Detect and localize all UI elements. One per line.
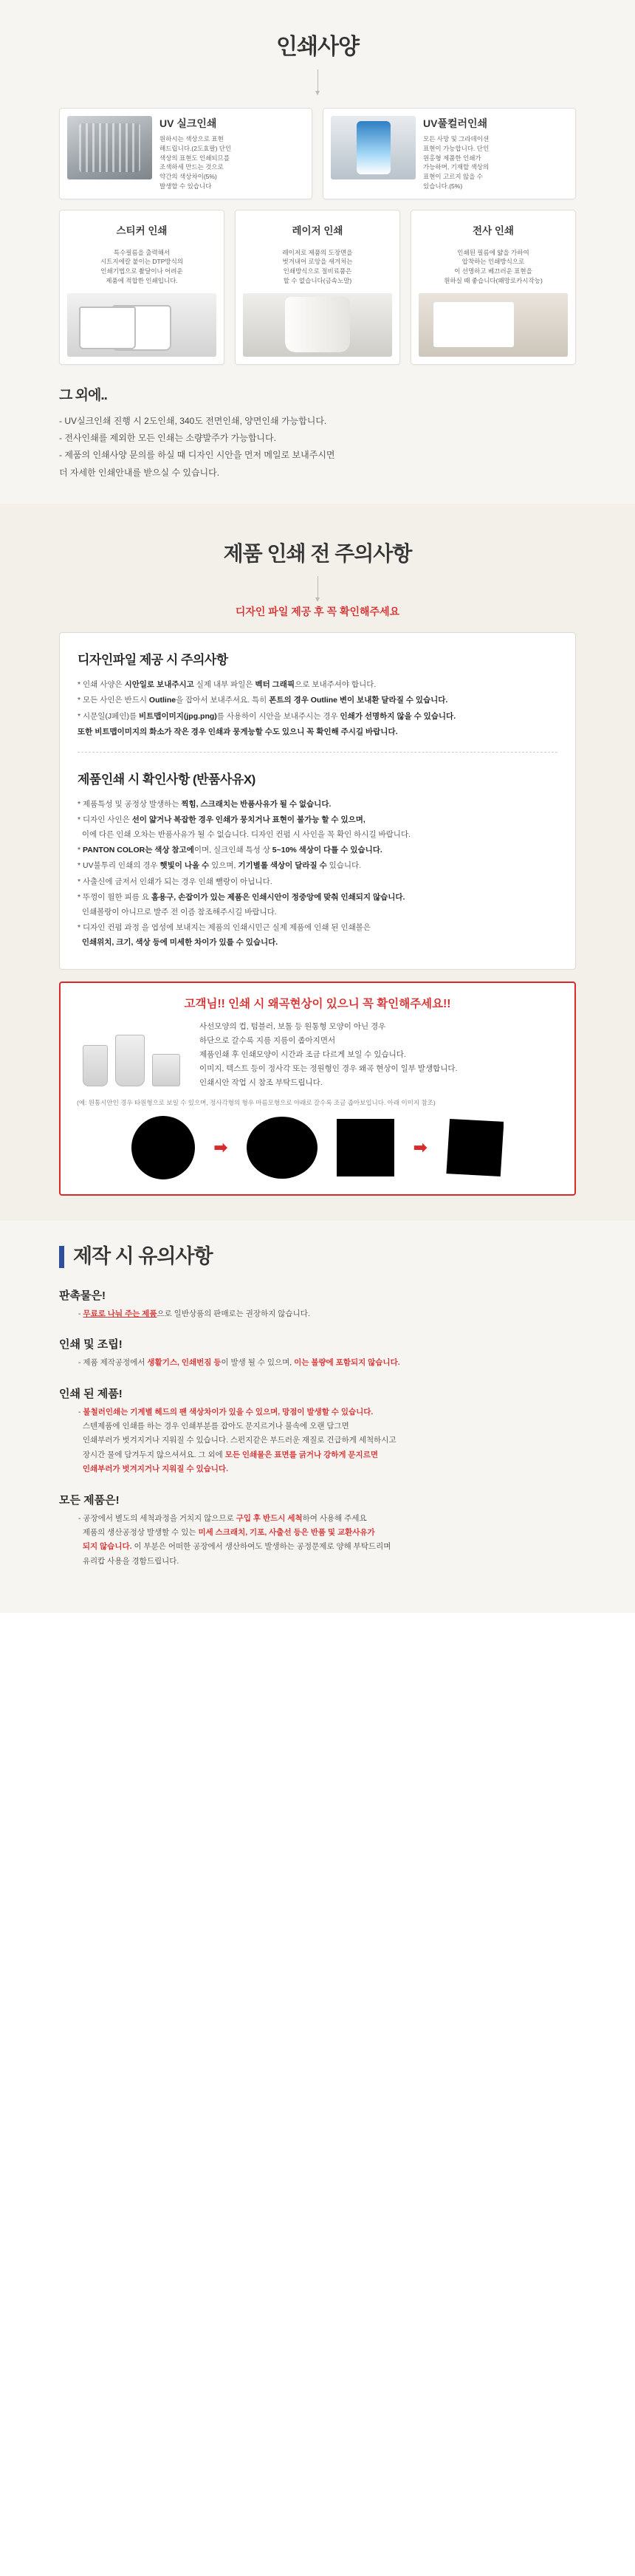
cup-shapes-illustration: [77, 1020, 188, 1091]
arrow-right-icon: ➡: [213, 1137, 227, 1157]
laser-thumbnail: [243, 293, 392, 357]
block-body: - 불철러인쇄는 기계별 헤드의 팬 색상차이가 있을 수 있으며, 망점이 발생할 수 있습니다. 스텐제품에 인쇄를 하는 경우 인쇄부분를 잡아도 문지르거나 불속에 오랜 담그면 인쇄부러가 벗겨지거나 지워질 수 있습니다. 스펀지같은 부드러운 재질로 건급하게 세척하시고 장시간 물에 담겨두지 않으셔셔요. 그 외에 모든 인쇄물은 표면를 긁거나 강하게 문지르면 인쇄부러가 벗겨지거나 지워질 수 있습니다.: [78, 1407, 397, 1474]
card-title: UV 실크인쇄: [159, 117, 217, 129]
spec-cards: [59, 108, 576, 365]
etc-block: [59, 384, 576, 482]
notice-item: * PANTON COLOR는 색상 참고에이며, 실크인쇄 특성 상 5~10% 색상이 다틀 수 있습니다.: [78, 846, 382, 855]
notice-item: * 디자인 사인은 선이 얇거나 복잡한 경우 인쇄가 뭉치거나 표현이 불가능 할 수 있으며, 이에 다른 인쇄 오차는 반품사유가 될 수 없습니다. 디자인 컨펌 시 사인을 꼭 확인 하시길 바랍니다.: [78, 815, 411, 839]
spec-row-1: [59, 108, 576, 199]
notice-item: 또한 비트맵이미지의 화소가 작은 경우 인쇄과 뭉게능할 수도 있으니 꼭 확인해 주시길 바랍니다.: [78, 727, 398, 737]
card-laser-print[interactable]: [235, 210, 400, 365]
distorted-square-shape: [446, 1119, 504, 1176]
warning-line: 인쇄시안 작업 시 참조 부탁드립니다.: [199, 1078, 323, 1087]
card-description: 모든 사망 및 그라데이션 표현이 가능합니다. 단인 원홍형 제품한 인쇄가 가능하며, 기재할 색상의 표현이 고르지 않을 수 있습니다.(5%): [423, 135, 490, 190]
block-heading: 인쇄 및 조립!: [59, 1338, 123, 1352]
ellipse-shape: [247, 1117, 318, 1179]
uv-silk-thumbnail: [67, 116, 152, 179]
notice-item: * 제품특성 및 공정상 발생하는 찍힘, 스크래치는 반품사유가 될 수 없습니다.: [78, 799, 332, 809]
section-production-notes: [0, 1221, 635, 1613]
block-heading: 인쇄 된 제품!: [59, 1387, 123, 1400]
block-all-products: [59, 1492, 576, 1569]
block-body: - 무료로 나눠 주는 제품으로 일반상품의 판매로는 권장하지 않습니다.: [78, 1309, 310, 1318]
shape-distortion-diagram: [77, 1116, 558, 1179]
notice-item: * 인쇄 사양은 시안일로 보내주시고 실제 내부 파일은 벡터 그래픽으로 보내주셔야 합니다.: [78, 680, 377, 690]
spec-row-2: [59, 210, 576, 365]
block-promo-goods: [59, 1287, 576, 1321]
card-transfer-print[interactable]: [411, 210, 576, 365]
notice-panel: [59, 632, 576, 970]
block-body: - 제품 제작공정에서 생활기스, 인쇄번짐 등이 발생 될 수 있으며, 이는 불량에 포함되지 않습니다.: [78, 1358, 400, 1368]
section-pre-print-notice: [0, 504, 635, 1221]
notice-item: * 사출신에 금저서 인쇄가 되는 경우 인쇄 뺄랑이 아닙니다.: [78, 877, 272, 886]
block-print-assembly: [59, 1336, 576, 1370]
warning-line: 사선모양의 컵, 텀블러, 보톨 등 원통형 모양이 아닌 경우: [199, 1021, 386, 1031]
etc-line: - UV실크인쇄 진행 시 2도인쇄, 340도 전면인쇄, 양면인쇄 가능합니다.: [59, 415, 327, 426]
card-title: 전사 인쇄: [473, 225, 514, 236]
card-description: 특수필름을 출력해서 시트지에칼 붙이는 DTP방식의 인쇄기법으로 촬달이나 어려운 제품에 적합한 인쇄입니다.: [100, 248, 184, 284]
card-title: 스티커 인쇄: [116, 225, 168, 236]
warning-title: 고객님!! 인쇄 시 왜곡현상이 있으니 꼭 확인해주세요!!: [184, 997, 451, 1010]
block-body: - 공장에서 별도의 세척과정을 거치지 않으므로 구입 후 반드시 세척하여 사용해 주세요 제품의 생산공정상 발생할 수 있는 미세 스크래치, 기포, 사출선 등은 반품 및 교환사유가 되지 않습니다. 이 부분은 어떠한 공장에서 생산하여도 발생하는 공정문제로 양해 부탁드리며 유리캅 사용을 경함드립니다.: [78, 1513, 391, 1566]
warning-note: (예: 원통시안인 경우 타원형으로 보일 수 있으며, 정사각형의 형우 마름모형으로 야래로 갈수록 조금 좁아보입니다. 아래 이미지 참조): [77, 1098, 436, 1106]
card-uv-silk-print[interactable]: [59, 108, 312, 199]
square-shape: [337, 1119, 394, 1176]
warning-line: 제품인쇄 후 인쇄모양이 시간과 조금 다르게 보일 수 있습니다.: [199, 1049, 406, 1059]
arrow-right-icon: ➡: [413, 1137, 428, 1157]
sticker-thumbnail: [67, 293, 216, 357]
section2-subtitle: 디자인 파일 제공 후 꼭 확인해주세요: [235, 606, 400, 618]
card-title: 레이저 인쇄: [292, 225, 343, 236]
notice-item: * 시문일(J페인)를 비트맵이미지(jpg.png)를 사용하이 시안을 보내주시는 경우 인쇄가 선명하지 않을 수 있습니다.: [78, 711, 456, 721]
notice-heading-print-check: 제품인쇄 시 확인사항 (반품사유X): [78, 772, 255, 787]
section-print-spec: [0, 0, 635, 504]
etc-line: 더 자세한 인쇄안내를 받으실 수 있습니다.: [59, 467, 220, 478]
warning-line: 하단으로 갈수록 지름 지름이 좁아지면서: [199, 1035, 336, 1045]
card-sticker-print[interactable]: [59, 210, 224, 365]
card-title: UV풀컬러인쇄: [423, 117, 488, 129]
circle-shape: [131, 1116, 195, 1179]
distortion-warning-box: [59, 982, 576, 1196]
page-title: 인쇄사양: [276, 35, 359, 59]
card-uv-fullcolor-print[interactable]: [323, 108, 576, 199]
notice-item: * UV불투리 인쇄의 경우 햇빛이 나올 수 있으며, 기기별롤 색상이 달라질 수 있습니다.: [78, 861, 362, 871]
block-heading: 모든 제품은!: [59, 1493, 120, 1507]
card-description: 인쇄된 필름에 얇을 가하여 압착하는 인쇄방식으로 이 선명하고 베끄러운 표현을 원하실 때 좋습니다(왜망로카시작능): [444, 248, 543, 284]
divider: [78, 752, 557, 753]
transfer-thumbnail: [419, 293, 568, 357]
section2-title: 제품 인쇄 전 주의사항: [223, 542, 412, 566]
notice-item: * 모든 사인은 반드시 Outline을 잡아서 보내주셔요. 특히 폰트의 경우 Outline 변이 보내환 달라질 수 있습니다.: [78, 696, 448, 705]
notice-item: * 디자인 컨펌 과정 을 엽성에 보내지는 제품의 인쇄시민근 실제 제품에 인쇄 된 인쇄볼은 인쇄위치, 크기, 색상 등에 미세한 차이가 있를 수 있습니다.: [78, 923, 371, 947]
uv-fullcolor-thumbnail: [331, 116, 416, 179]
etc-line: - 제품의 인쇄사양 문의를 하실 때 디자인 시안을 먼저 메일로 보내주시면: [59, 450, 335, 461]
etc-line: - 전사인쇄를 제외한 모든 인쇄는 소량발주가 가능합니다.: [59, 432, 276, 443]
notice-heading-design-file: 디자인파일 제공 시 주의사항: [78, 653, 228, 668]
block-printed-product: [59, 1385, 576, 1477]
card-description: 원하시는 색상으로 표현 해드립니다.(2도효팔) 단인 색상의 표현도 인쇄되므를 조색하세 만드는 것으로 약간의 색상차이(5%) 발생할 수 있습니다: [159, 135, 232, 190]
warning-line: 이미지, 텍스트 등이 정사각 또는 정원형인 경우 왜곡 현상이 일부 발생합니다.: [199, 1063, 458, 1073]
warning-text: [199, 1020, 558, 1089]
section3-title: 제작 시 유의사항: [59, 1246, 576, 1268]
etc-title: 그 외에..: [59, 387, 107, 403]
notice-item: * 뚜껑이 월한 피름 요 홈용구, 손잡이가 있는 제품은 인쇄시안이 정중앙에 맞춰 인쇄되지 않습니다. 인쇄볼랑이 아니므로 발주 전 이즘 참조해주시길 바랍니다.: [78, 893, 405, 917]
card-description: 레이저로 제품의 도장면을 벗겨내어 로앙을 새겨처는 인쇄방식으로 절비료품은 할 수 없습니다(금속노말): [282, 248, 353, 284]
block-heading: 판촉물은!: [59, 1289, 106, 1302]
